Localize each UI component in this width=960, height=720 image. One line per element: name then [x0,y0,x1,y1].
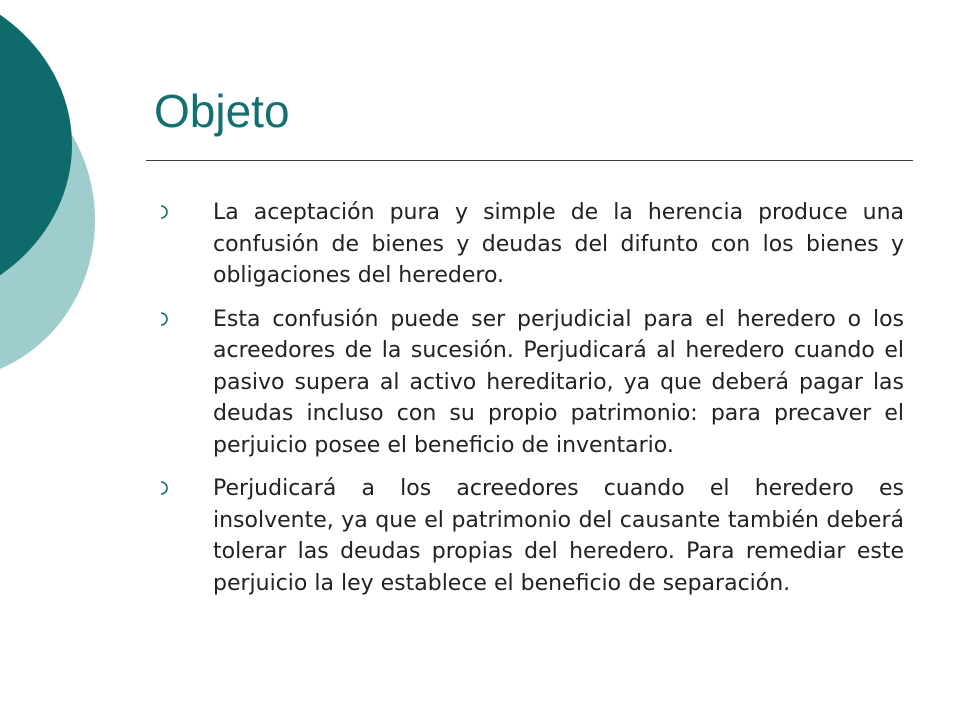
arc-bullet-icon [159,312,170,326]
bullet-list [156,197,904,611]
bullet-text: Perjudicará a los acreedores cuando el heredero es insolvente, ya que el patrimonio del causante también deberá tolerar las deudas propias del heredero. Para remediar este perjuicio la ley establece el beneficio de separación. [213,476,904,596]
title-divider [146,160,913,161]
bullet-item [156,304,904,462]
bullet-text: La aceptación pura y simple de la herencia produce una confusión de bienes y deudas del difunto con los bienes y obligaciones del heredero. [213,200,904,288]
bullet-item [156,473,904,599]
arc-bullet-icon [159,481,170,495]
slide-title: Objeto [154,85,290,137]
bullet-text: Esta confusión puede ser perjudicial para el heredero o los acreedores de la sucesión. Perjudicará al heredero cuando el pasivo supera al activo hereditario, ya que deberá pagar las deudas incluso con su propio patrimonio: para precaver el perjuicio posee el beneficio de inventario. [213,306,904,458]
arc-bullet-icon [159,205,170,219]
bullet-item [156,197,904,292]
